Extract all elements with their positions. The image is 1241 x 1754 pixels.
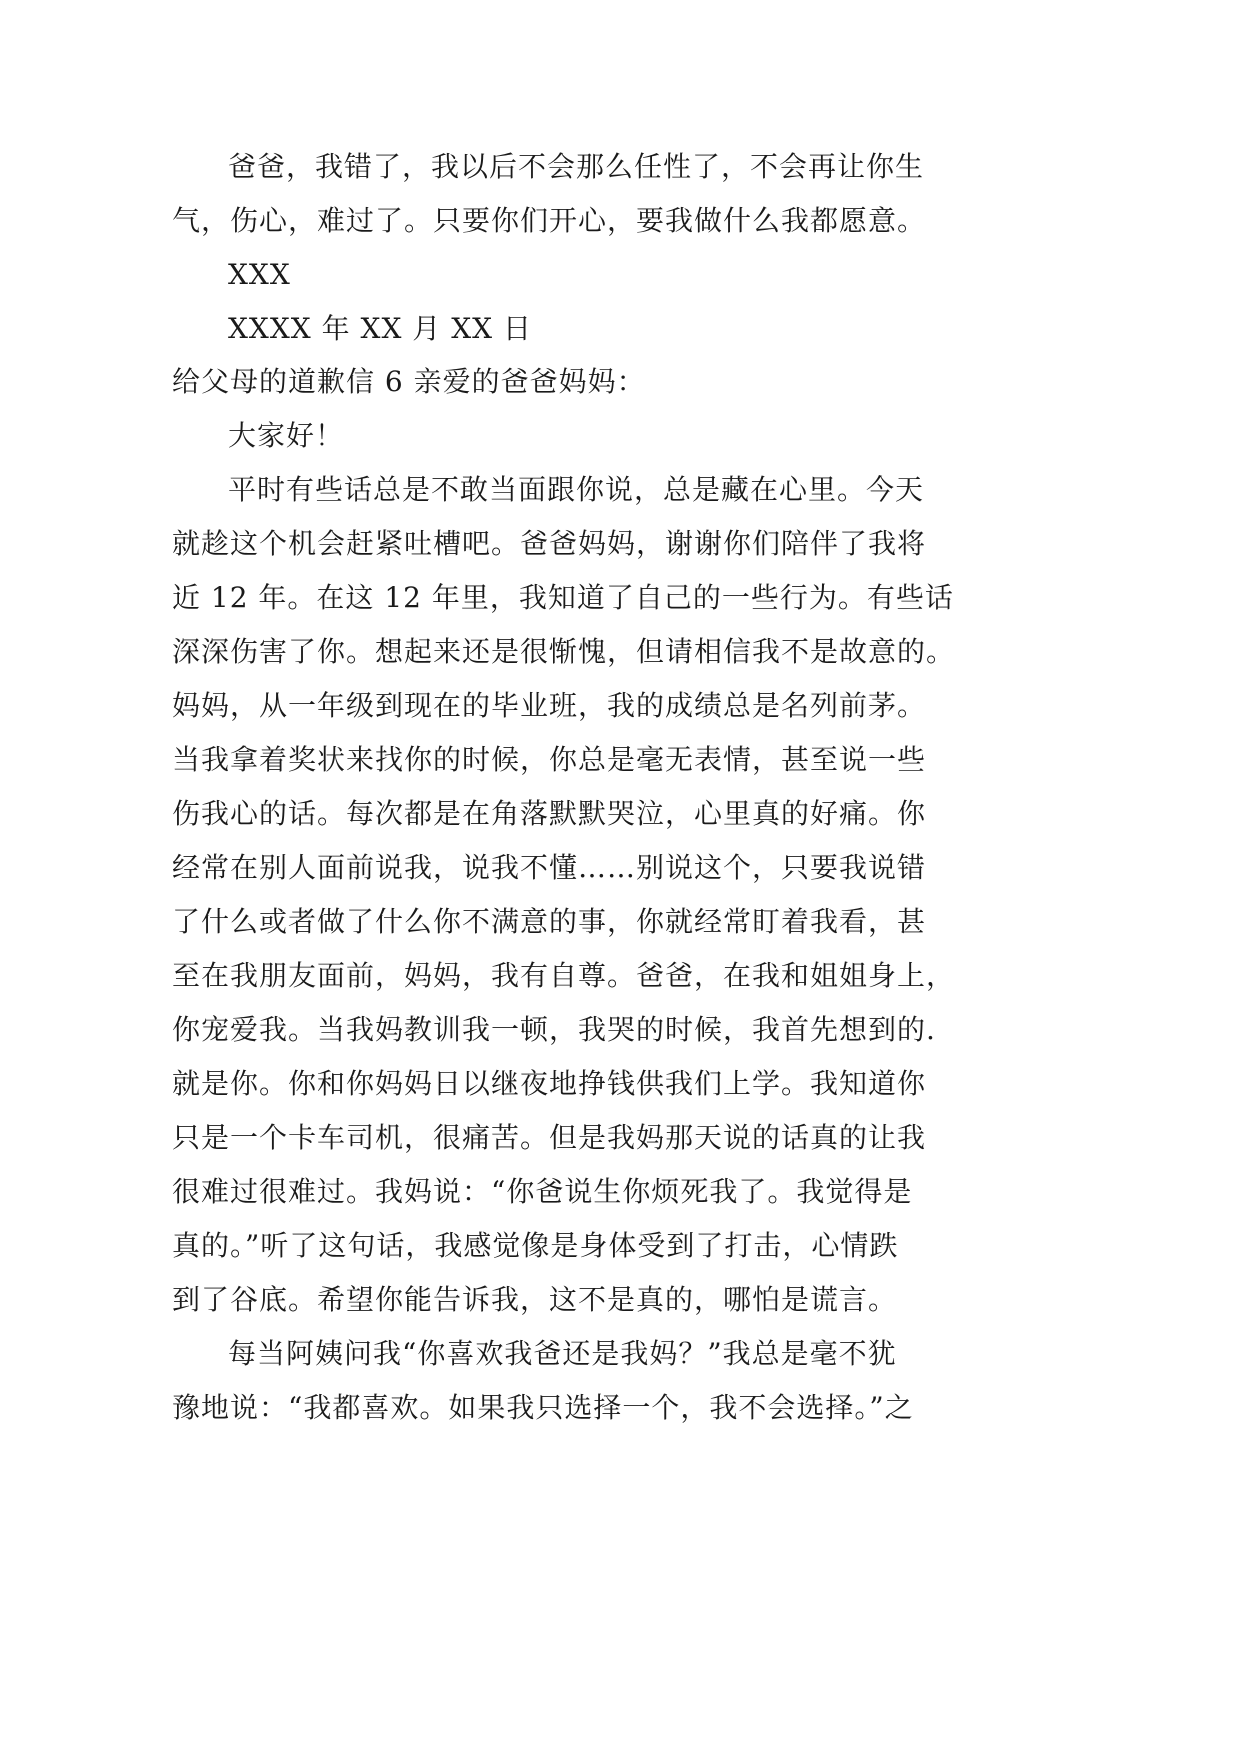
letter-title: 给父母的道歉信 6 亲爱的爸爸妈妈： <box>172 365 646 398</box>
text-line: 每当阿姨问我“你喜欢我爸还是我妈？”我总是毫不犹 <box>228 1337 897 1370</box>
text-line: 近 12 年。在这 12 年里，我知道了自己的一些行为。有些话 <box>172 581 954 614</box>
text-line: 只是一个卡车司机，很痛苦。但是我妈那天说的话真的让我 <box>172 1121 927 1154</box>
text-line: 豫地说：“我都喜欢。如果我只选择一个，我不会选择。”之 <box>172 1391 914 1424</box>
text-line: 气，伤心，难过了。只要你们开心，要我做什么我都愿意。 <box>172 204 927 237</box>
text-line: 了什么或者做了什么你不满意的事，你就经常盯着我看，甚 <box>172 905 927 938</box>
text-line: 就是你。你和你妈妈日以继夜地挣钱供我们上学。我知道你 <box>172 1067 927 1100</box>
text-line: 深深伤害了你。想起来还是很惭愧，但请相信我不是故意的。 <box>172 635 956 668</box>
text-line: 很难过很难过。我妈说：“你爸说生你烦死我了。我觉得是 <box>172 1175 913 1208</box>
text-line: 伤我心的话。每次都是在角落默默哭泣，心里真的好痛。你 <box>172 797 927 830</box>
signature-date: XXXX 年 XX 月 XX 日 <box>228 312 532 345</box>
greeting: 大家好！ <box>228 419 345 452</box>
text-line: 平时有些话总是不敢当面跟你说，总是藏在心里。今天 <box>228 473 925 506</box>
text-line: 当我拿着奖状来找你的时候，你总是毫无表情，甚至说一些 <box>172 743 927 776</box>
text-line: 经常在别人面前说我，说我不懂……别说这个，只要我说错 <box>172 851 927 884</box>
text-line: 就趁这个机会赶紧吐槽吧。爸爸妈妈，谢谢你们陪伴了我将 <box>172 527 927 560</box>
text-line: 至在我朋友面前，妈妈，我有自尊。爸爸，在我和姐姐身上， <box>172 959 956 992</box>
signature-name: XXX <box>228 258 291 291</box>
text-line: 真的。”听了这句话，我感觉像是身体受到了打击，心情跌 <box>172 1229 899 1262</box>
text-line: 你宠爱我。当我妈教训我一顿，我哭的时候，我首先想到的. <box>172 1013 936 1046</box>
text-line: 到了谷底。希望你能告诉我，这不是真的，哪怕是谎言。 <box>172 1283 898 1316</box>
text-line: 爸爸，我错了，我以后不会那么任性了，不会再让你生 <box>228 150 925 183</box>
text-line: 妈妈，从一年级到现在的毕业班，我的成绩总是名列前茅。 <box>172 689 927 722</box>
